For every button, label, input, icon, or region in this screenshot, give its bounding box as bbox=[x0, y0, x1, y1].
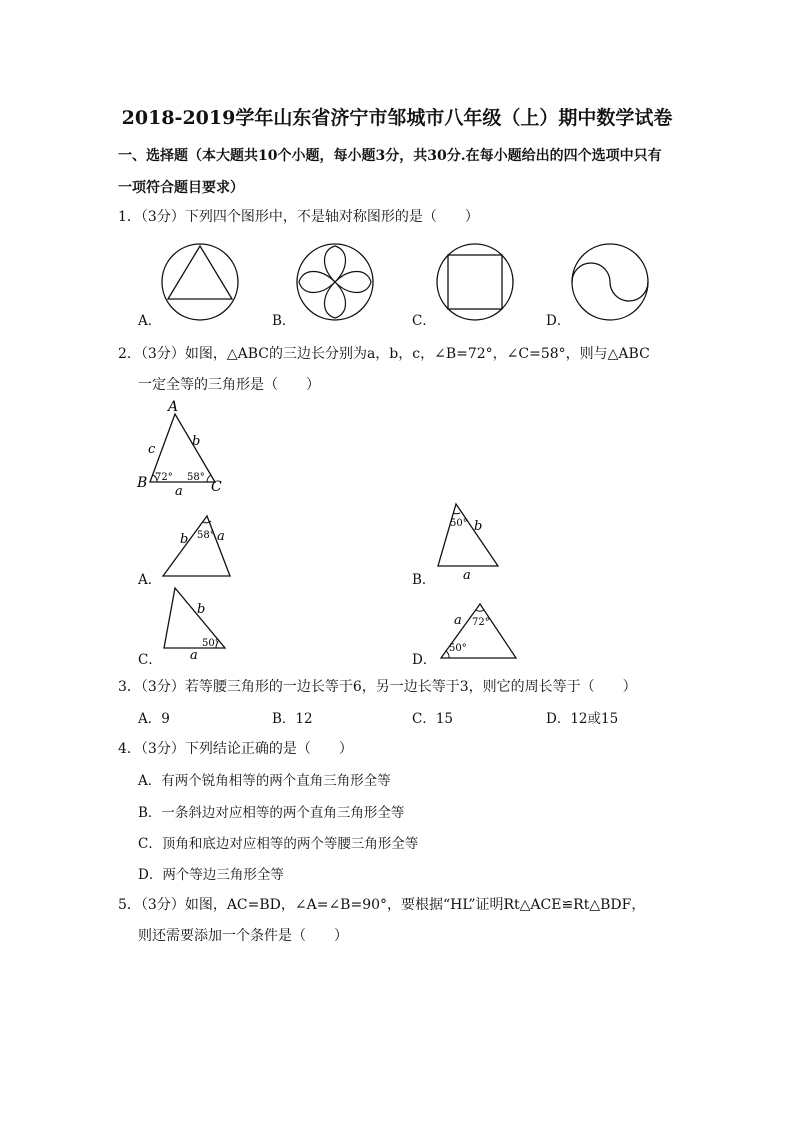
q4-text: 4．（3分）下列结论正确的是（ ） bbox=[118, 741, 353, 757]
q2-option-d: D． bbox=[412, 652, 437, 668]
fig-b-side-b: b bbox=[474, 519, 483, 534]
section-heading-line1: 一、选择题（本大题共10个小题，每小题3分，共30分.在每小题给出的四个选项中只有 bbox=[118, 148, 662, 164]
q2-figure-b bbox=[432, 500, 512, 582]
q1-figure-b bbox=[295, 242, 375, 322]
q2-text-line2: 一定全等的三角形是（ ） bbox=[138, 377, 320, 393]
vertex-c-label: C bbox=[211, 479, 222, 495]
q3-option-d: D．12或15 bbox=[546, 711, 619, 727]
q3-text: 3．（3分）若等腰三角形的一边长等于6，另一边长等于3，则它的周长等于（ ） bbox=[118, 679, 637, 695]
q1-option-d: D． bbox=[546, 313, 571, 329]
side-c-label: c bbox=[148, 442, 156, 457]
q3-option-c: C．15 bbox=[412, 711, 454, 727]
side-a-label: a bbox=[175, 484, 183, 499]
q4-option-c: C．顶角和底边对应相等的两个等腰三角形全等 bbox=[138, 836, 419, 852]
fig-d-angle-top: 72° bbox=[472, 617, 490, 628]
q5-text-line2: 则还需要添加一个条件是（ ） bbox=[138, 928, 348, 944]
page-title: 2018-2019学年山东省济宁市邹城市八年级（上）期中数学试卷 bbox=[121, 107, 673, 129]
vertex-a-label: A bbox=[168, 399, 179, 415]
q3-option-a: A．9 bbox=[138, 711, 170, 727]
q1-option-a: A． bbox=[138, 313, 162, 329]
q2-option-a: A． bbox=[138, 572, 162, 588]
q5-text-line1: 5．（3分）如图，AC=BD，∠A=∠B=90°，要根据“HL”证明Rt△ACE≌Rt△BDF， bbox=[118, 897, 646, 913]
fig-d-side-a: a bbox=[454, 613, 462, 628]
fig-b-angle: 50° bbox=[450, 518, 468, 529]
q4-option-b: B．一条斜边对应相等的两个直角三角形全等 bbox=[138, 805, 405, 821]
q1-option-c: C． bbox=[412, 313, 436, 329]
q2-text-line1: 2．（3分）如图，△ABC的三边长分别为a，b，c，∠B=72°，∠C=58°，则与△ABC bbox=[118, 346, 650, 362]
q2-figure-a bbox=[160, 512, 240, 582]
angle-c-label: 58° bbox=[187, 472, 205, 483]
q1-option-b: B． bbox=[272, 313, 296, 329]
q3-option-b: B．12 bbox=[272, 711, 313, 727]
fig-a-side-a: a bbox=[217, 529, 225, 544]
q4-option-a: A．有两个锐角相等的两个直角三角形全等 bbox=[138, 773, 391, 789]
side-b-label: b bbox=[192, 434, 201, 449]
q1-text: 1．（3分）下列四个图形中，不是轴对称图形的是（ ） bbox=[118, 209, 479, 225]
q2-option-c: C． bbox=[138, 652, 162, 668]
fig-a-side-b: b bbox=[180, 532, 189, 547]
angle-b-label: 72° bbox=[155, 472, 173, 483]
fig-c-angle: 50° bbox=[202, 638, 220, 649]
q2-main-triangle bbox=[135, 398, 235, 498]
q2-figure-c bbox=[160, 585, 240, 663]
q1-figure-a bbox=[160, 242, 240, 322]
q2-option-b: B． bbox=[412, 572, 436, 588]
section-heading-line2: 一项符合题目要求） bbox=[118, 180, 244, 196]
fig-c-side-b: b bbox=[197, 602, 206, 617]
q1-figure-c bbox=[435, 242, 515, 322]
fig-a-angle: 58° bbox=[197, 530, 215, 541]
fig-d-angle-left: 50° bbox=[449, 643, 467, 654]
fig-c-side-a: a bbox=[190, 648, 198, 663]
q4-option-d: D．两个等边三角形全等 bbox=[138, 867, 284, 883]
q2-figure-d bbox=[436, 600, 521, 662]
fig-b-side-a: a bbox=[463, 568, 471, 583]
vertex-b-label: B bbox=[137, 475, 148, 491]
q1-figure-d bbox=[570, 242, 650, 322]
